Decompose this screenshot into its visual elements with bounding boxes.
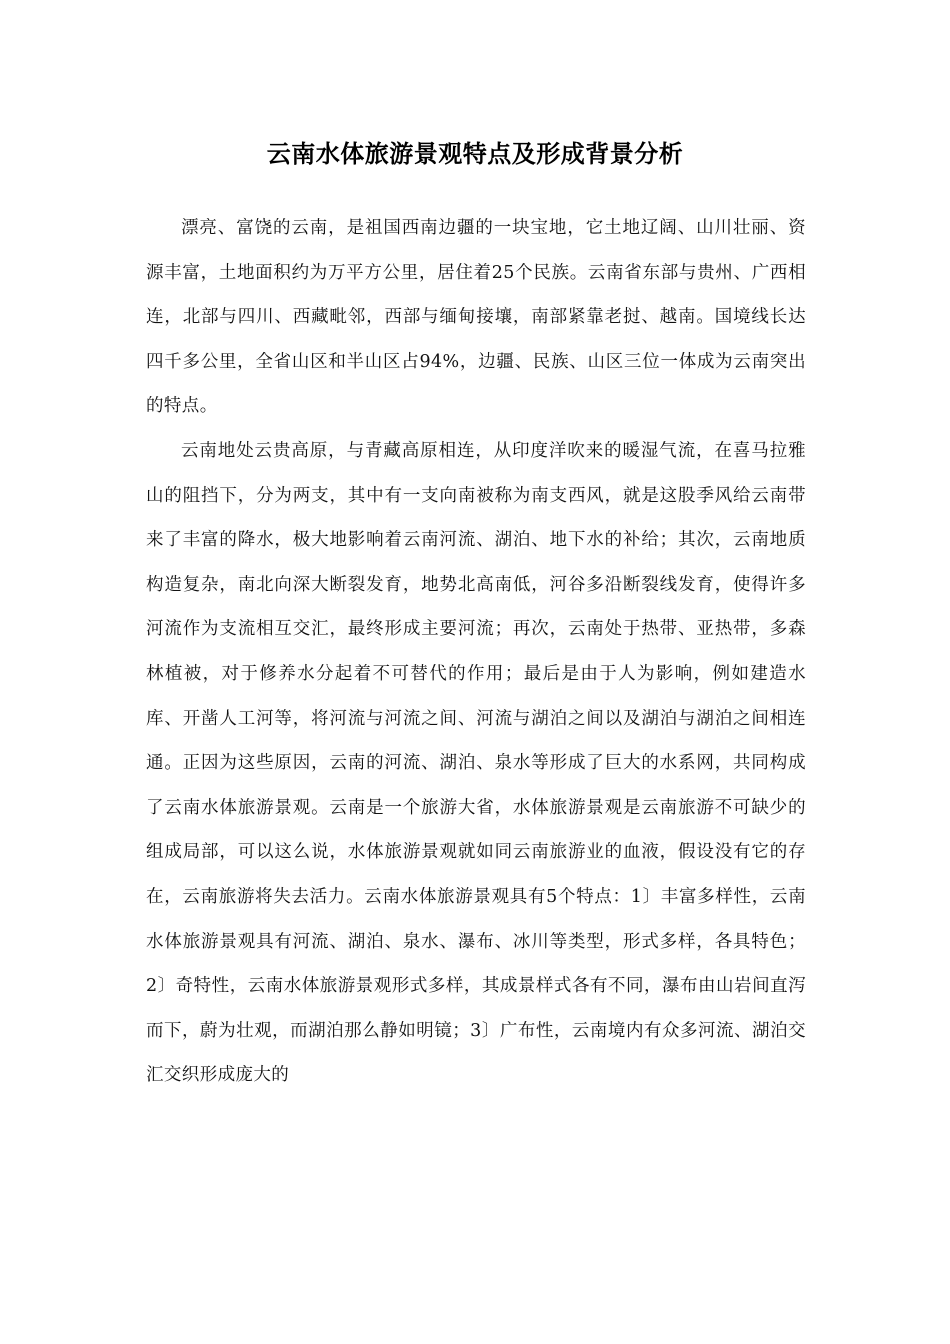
paragraph-2: 云南地处云贵高原，与青藏高原相连，从印度洋吹来的暖湿气流，在喜马拉雅山的阻挡下，分为两支，其中有一支向南被称为南支西风，就是这股季风给云南带来了丰富的降水，极大地影响着云南河流、湖泊、地下水的补给；其次，云南地质构造复杂，南北向深大断裂发育，地势北高南低，河谷多沿断裂线发育，使得许多河流作为支流相互交汇，最终形成主要河流；再次，云南处于热带、亚热带，多森林植被，对于修养水分起着不可替代的作用；最后是由于人为影响，例如建造水库、开凿人工河等，将河流与河流之间、河流与湖泊之间以及湖泊与湖泊之间相连通。正因为这些原因，云南的河流、湖泊、泉水等形成了巨大的水系网，共同构成了云南水体旅游景观。云南是一个旅游大省，水体旅游景观是云南旅游不可缺少的组成局部，可以这么说，水体旅游景观就如同云南旅游业的血液，假设没有它的存在，云南旅游将失去活力。云南水体旅游景观具有5个特点：1〕丰富多样性，云南水体旅游景观具有河流、湖泊、泉水、瀑布、冰川等类型，形式多样，各具特色；2〕奇特性，云南水体旅游景观形式多样，其成景样式各有不同，瀑布由山岩间直泻而下，蔚为壮观，而湖泊那么静如明镜；3〕广布性，云南境内有众多河流、湖泊交汇交织形成庞大的 [146, 440, 806, 1086]
document-body [146, 206, 806, 1098]
paragraph-1: 漂亮、富饶的云南，是祖国西南边疆的一块宝地，它土地辽阔、山川壮丽、资源丰富，土地面积约为万平方公里，居住着25个民族。云南省东部与贵州、广西相连，北部与四川、西藏毗邻，西部与缅甸接壤，南部紧靠老挝、越南。国境线长达四千多公里，全省山区和半山区占94%，边疆、民族、山区三位一体成为云南突出的特点。 [146, 218, 806, 417]
document-title: 云南水体旅游景观特点及形成背景分析 [266, 139, 684, 168]
